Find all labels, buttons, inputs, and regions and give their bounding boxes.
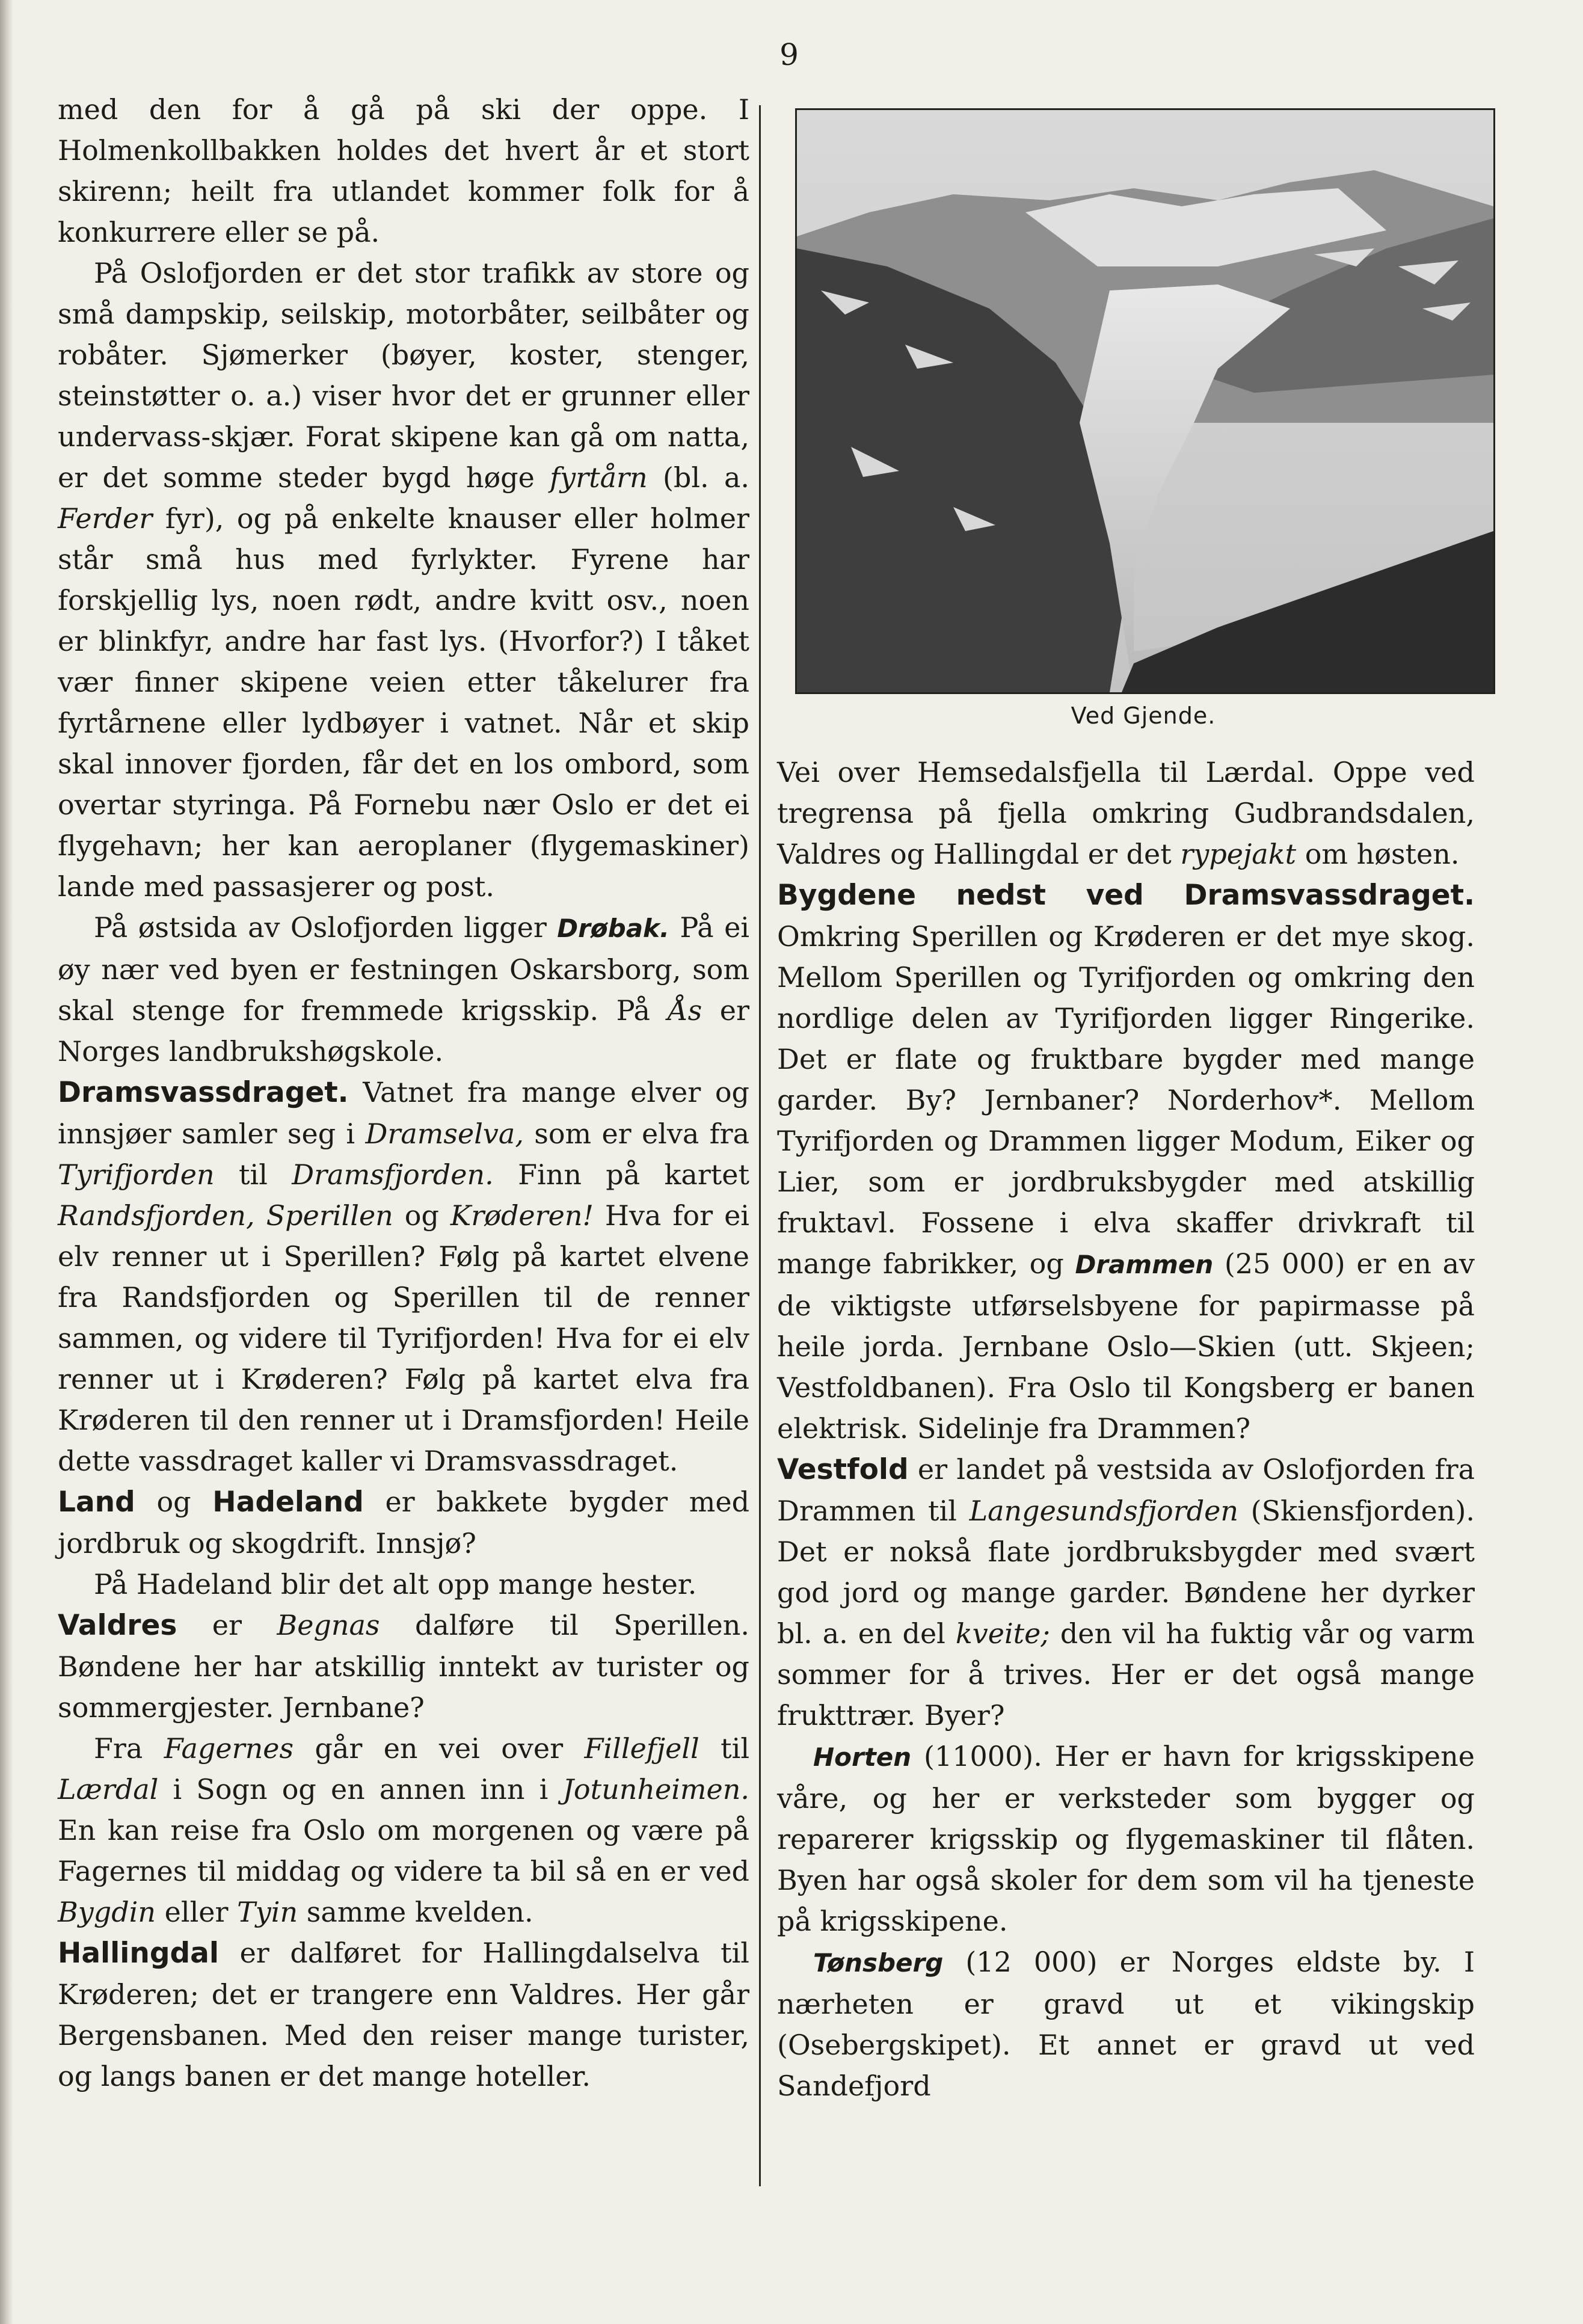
paragraph: På østsida av Oslofjorden ligger Drøbak. På ei øy nær ved byen er festningen Oskarsborg, som skal stenge for fremmede krigsskip. På Ås er Norges landbrukshøgskole. xyxy=(58,911,750,1068)
paragraph: Bygdene nedst ved Dramsvassdraget. Omkring Sperillen og Krøderen er det mye skog. Mellom Sperillen og Tyrifjorden og omkring den nordlige delen av Tyrifjorden ligger Ringerike. Det er flate og fruktbare bygder med mange garder. By? Jernbaner? Norderhov*. Mellom Tyrifjorden og Drammen ligger Modum, Eiker og Lier, som er jordbruksbygder med atskillig fruktavl. Fossene i elva skaffer drivkraft til mange fabrikker, og Drammen (25 000) er en av de viktigste utførselsbyene for papirmasse på heile jorda. Jernbane Oslo—Skien (utt. Skjeen; Vestfoldbanen). Fra Oslo til Kongsberg er banen elektrisk. Sidelinje fra Drammen? xyxy=(777,879,1475,1445)
section-heading: Hadeland xyxy=(212,1486,364,1519)
paragraph: Tønsberg (12 000) er Norges eldste by. I nærheten er gravd ut et vikingskip (Osebergskipet). Et annet er gravd ut ved Sandefjord xyxy=(777,1946,1475,2102)
paragraph: Valdres er Begnas dalføre til Sperillen. Bøndene her har atskillig inntekt av turister og sommergjester. Jernbane? xyxy=(58,1609,750,1724)
column-divider xyxy=(759,105,761,2186)
paragraph: På Oslofjorden er det stor trafikk av store og små dampskip, seilskip, motorbåter, seilbåter og robåter. Sjømerker (bøyer, koster, stenger, steinstøtter o. a.) viser hvor det er grunner eller undervass-skjær. Forat skipene kan gå om natta, er det somme steder bygd høge fyrtårn (bl. a. Ferder fyr), og på enkelte knauser eller holmer står små hus med fyrlykter. Fyrene har forskjellig lys, noen rødt, andre kvitt osv., noen er blinkfyr, andre har fast lys. (Hvorfor?) I tåket vær finner skipene veien etter tåkelurer fra fyrtårnene eller lydbøyer i vatnet. Når et skip skal innover fjorden, får det en los ombord, som overtar styringa. På Fornebu nær Oslo er det ei flygehavn; her kan aeroplaner (flygemaskiner) lande med passasjerer og post. xyxy=(58,257,750,903)
section-heading: Hallingdal xyxy=(58,1937,219,1970)
section-heading: Vestfold xyxy=(777,1453,909,1486)
right-column xyxy=(777,752,1475,2106)
paragraph: Fra Fagernes går en vei over Fillefjell til Lærdal i Sogn og en annen inn i Jotunheimen. En kan reise fra Oslo om morgenen og være på Fagernes til middag og videre ta bil så en er ved Bygdin eller Tyin samme kvelden. xyxy=(58,1732,750,1928)
page-number: 9 xyxy=(779,37,799,72)
book-spine-edge xyxy=(0,0,13,2324)
photo-gjende-fjord xyxy=(795,108,1495,694)
place-name: Drøbak. xyxy=(557,914,669,943)
paragraph: Dramsvassdraget. Vatnet fra mange elver og innsjøer samler seg i Dramselva, som er elva fra Tyrifjorden til Dramsfjorden. Finn på kartet Randsfjorden, Sperillen og Krøderen! Hva for ei elv renner ut i Sperillen? Følg på kartet elvene fra Randsfjorden og Sperillen til de renner sammen, og videre til Tyrifjorden! Hva for ei elv renner ut i Krøderen? Følg på kartet elva fra Krøderen til den renner ut i Dramsfjorden! Heile dette vassdraget kaller vi Dramsvassdraget. xyxy=(58,1076,750,1477)
paragraph: Vei over Hemsedalsfjella til Lærdal. Oppe ved tregrensa på fjella omkring Gudbrandsdalen, Valdres og Hallingdal er det rypejakt om høsten. xyxy=(777,756,1475,870)
place-name: Drammen xyxy=(1075,1250,1214,1279)
paragraph: Horten (11000). Her er havn for krigsskipene våre, og her er verksteder som bygger og reparerer krigsskip og flygemaskiner til flåten. Byen har også skoler for dem som vil ha tjeneste på krigsskipene. xyxy=(777,1740,1475,1937)
paragraph: med den for å gå på ski der oppe. I Holmenkollbakken holdes det hvert år et stort skirenn; heilt fra utlandet kommer folk for å konkurrere eller se på. xyxy=(58,93,749,248)
section-heading: Dramsvassdraget. xyxy=(58,1076,349,1109)
photo-caption: Ved Gjende. xyxy=(1071,702,1216,729)
paragraph: På Hadeland blir det alt opp mange hester. xyxy=(94,1568,697,1600)
section-heading: Valdres xyxy=(58,1609,177,1642)
place-name: Horten xyxy=(813,1742,912,1772)
left-column xyxy=(58,89,749,2097)
section-heading: Bygdene nedst ved Dramsvassdraget. xyxy=(777,879,1475,912)
place-name: Tønsberg xyxy=(813,1948,944,1978)
landscape-photo xyxy=(797,110,1493,692)
paragraph: Vestfold er landet på vestsida av Oslofjorden fra Drammen til Langesundsfjorden (Skiensfjorden). Det er nokså flate jordbruksbygder med svært god jord og mange garder. Bøndene her dyrker bl. a. en del kveite; den vil ha fuktig vår og varm sommer for å trives. Her er det også mange frukttrær. Byer? xyxy=(777,1453,1475,1732)
paragraph: Land og Hadeland er bakkete bygder med jordbruk og skogdrift. Innsjø? xyxy=(58,1486,750,1560)
paragraph: Hallingdal er dalføret for Hallingdalselva til Krøderen; det er trangere enn Valdres. Her går Bergensbanen. Med den reiser mange turister, og langs banen er det mange hoteller. xyxy=(58,1937,750,2092)
section-heading: Land xyxy=(58,1486,135,1519)
